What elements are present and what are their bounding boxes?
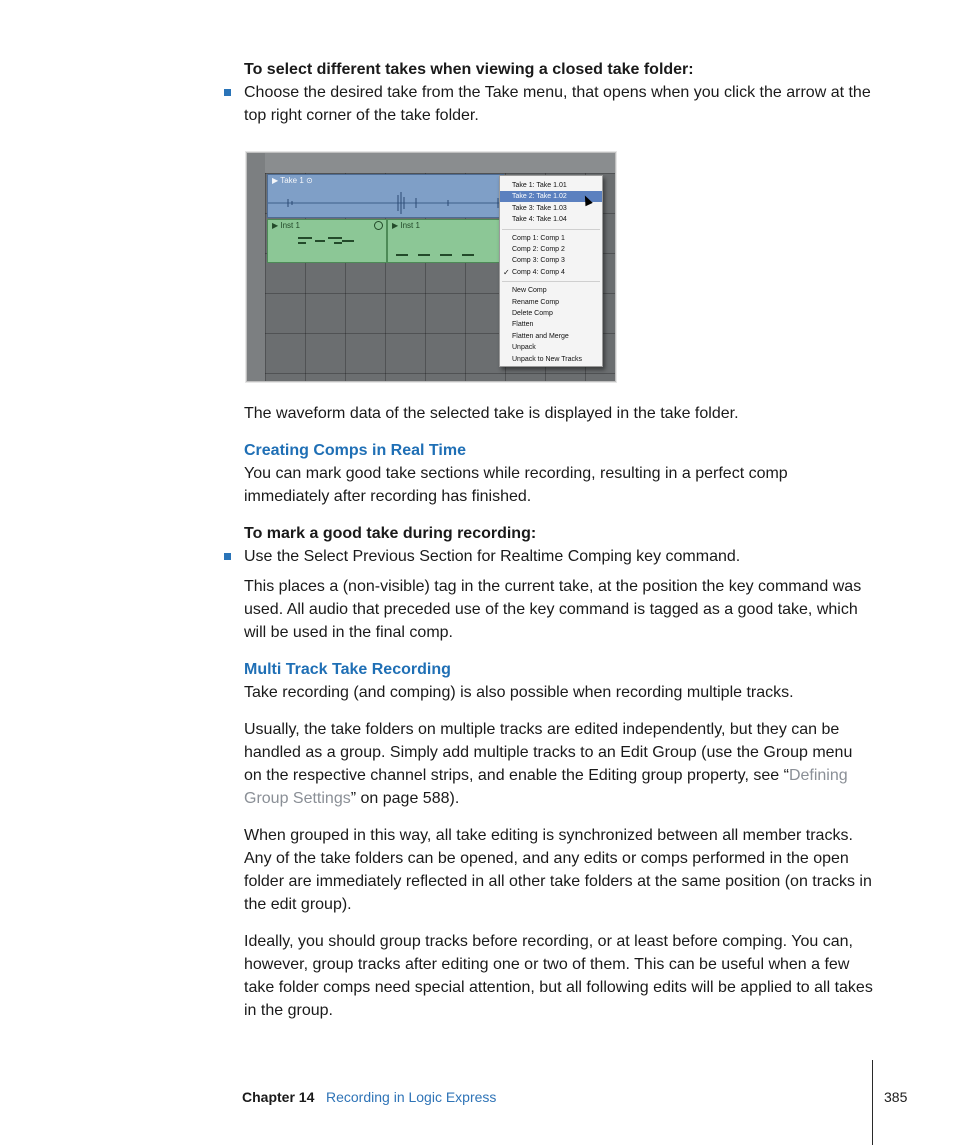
instruction-heading-1: To select different takes when viewing a closed take folder: bbox=[244, 61, 694, 78]
instruction-heading-2: To mark a good take during recording: bbox=[244, 525, 537, 542]
section3-p2-after: ” on page 588). bbox=[350, 790, 460, 807]
midi-region-label: ▶ Inst 1 bbox=[272, 221, 300, 230]
take-menu-item-label: Comp 4: Comp 4 bbox=[512, 268, 565, 276]
figure-caption: The waveform data of the selected take is displayed in the take folder. bbox=[244, 405, 739, 422]
bullet-icon bbox=[224, 553, 231, 560]
menu-separator bbox=[502, 229, 600, 230]
section3-p2 bbox=[244, 718, 874, 810]
page-number: 385 bbox=[884, 1089, 908, 1105]
take-menu-item-label: Unpack to New Tracks bbox=[512, 355, 583, 363]
bullet-text-2: Use the Select Previous Section for Realtime Comping key command. bbox=[244, 548, 741, 565]
take-menu-item-label: Rename Comp bbox=[512, 298, 560, 306]
defining-group-settings-link[interactable]: Defining Group Settings bbox=[244, 767, 848, 807]
footer-chapter-title: Recording in Logic Express bbox=[326, 1089, 497, 1105]
take-menu-item[interactable] bbox=[500, 342, 602, 353]
take-menu-item-label: Take 3: Take 1.03 bbox=[512, 204, 567, 212]
take-menu-item[interactable] bbox=[500, 244, 602, 255]
section-title-creating-comps: Creating Comps in Real Time bbox=[244, 442, 466, 459]
take-menu-item-label: Take 4: Take 1.04 bbox=[512, 216, 567, 224]
take-menu-item-label: Delete Comp bbox=[512, 310, 553, 317]
midi-notes bbox=[268, 230, 386, 262]
midi-region-2[interactable] bbox=[387, 219, 501, 263]
footer-divider bbox=[872, 1060, 873, 1145]
take-menu-item[interactable] bbox=[500, 319, 602, 330]
section2-after: This places a (non-visible) tag in the current take, at the position the key command was used. All audio that preceded use of the key command is tagged as a good take, which will be used in the final comp. bbox=[244, 578, 862, 641]
section2-body: You can mark good take sections while recording, resulting in a perfect comp immediately after recording has finished. bbox=[244, 465, 788, 505]
take-menu-item[interactable] bbox=[500, 308, 602, 319]
take-folder-region[interactable] bbox=[267, 174, 504, 218]
take-menu-item-label: Comp 2: Comp 2 bbox=[512, 246, 565, 253]
take-menu-item[interactable] bbox=[500, 297, 602, 308]
take-menu-item-label: New Comp bbox=[512, 287, 547, 295]
region-loop-icon bbox=[374, 221, 383, 230]
midi-notes bbox=[388, 230, 500, 262]
take-menu-screenshot bbox=[246, 152, 616, 382]
menu-separator bbox=[502, 281, 600, 282]
take-menu-item-label: Comp 3: Comp 3 bbox=[512, 257, 565, 265]
bullet-text-1: Choose the desired take from the Take menu, that opens when you click the arrow at the top right corner of the take folder. bbox=[244, 84, 871, 124]
section3-p2-before: Usually, the take folders on multiple tracks are edited independently, but they can be handled as a group. Simply add multiple tracks to an Edit Group (use the Group menu on the respective channel strips, and enable the Editing group property, see “ bbox=[244, 721, 853, 784]
take-menu-item-label: Flatten bbox=[512, 321, 534, 329]
midi-region-1[interactable] bbox=[267, 219, 387, 263]
footer-chapter: Chapter 14 bbox=[242, 1089, 315, 1105]
take-menu-item[interactable] bbox=[500, 285, 602, 296]
bar-ruler bbox=[265, 153, 615, 174]
midi-region-label: ▶ Inst 1 bbox=[392, 221, 420, 230]
checkmark-icon: ✓ bbox=[503, 267, 510, 277]
take-menu-item[interactable] bbox=[500, 331, 602, 342]
take-menu-item[interactable] bbox=[500, 354, 602, 365]
take-menu-item[interactable] bbox=[500, 233, 602, 244]
take-menu-item[interactable] bbox=[500, 214, 602, 225]
section3-p1: Take recording (and comping) is also possible when recording multiple tracks. bbox=[244, 684, 794, 701]
take-menu-item-label: Comp 1: Comp 1 bbox=[512, 234, 565, 242]
take-menu-item-label: Take 1: Take 1.01 bbox=[512, 182, 567, 189]
take-menu-item[interactable] bbox=[500, 180, 602, 191]
bullet-icon bbox=[224, 89, 231, 96]
track-header-strip bbox=[247, 153, 266, 381]
take-menu-item-label: Take 2: Take 1.02 bbox=[512, 193, 567, 201]
take-menu-item[interactable] bbox=[500, 255, 602, 266]
take-menu-item[interactable] bbox=[500, 267, 602, 278]
take-folder-label: ▶ Take 1 ⊙ bbox=[272, 176, 313, 185]
take-menu-item-label: Unpack bbox=[512, 344, 536, 352]
waveform bbox=[268, 189, 503, 217]
take-menu-item-label: Flatten and Merge bbox=[512, 332, 569, 340]
section3-p4: Ideally, you should group tracks before recording, or at least before comping. You can, however, group tracks after editing one or two of them. This can be useful when a few take folder comps need special attention, but all following edits will be applied to all takes in the group. bbox=[244, 933, 873, 1019]
section3-p3: When grouped in this way, all take editing is synchronized between all member tracks. Any of the take folders can be opened, and any edits or comps performed in the open folder are immediately reflected in all other take folders at the same position (on tracks in the edit group). bbox=[244, 827, 872, 913]
section-title-multi-track: Multi Track Take Recording bbox=[244, 661, 451, 678]
